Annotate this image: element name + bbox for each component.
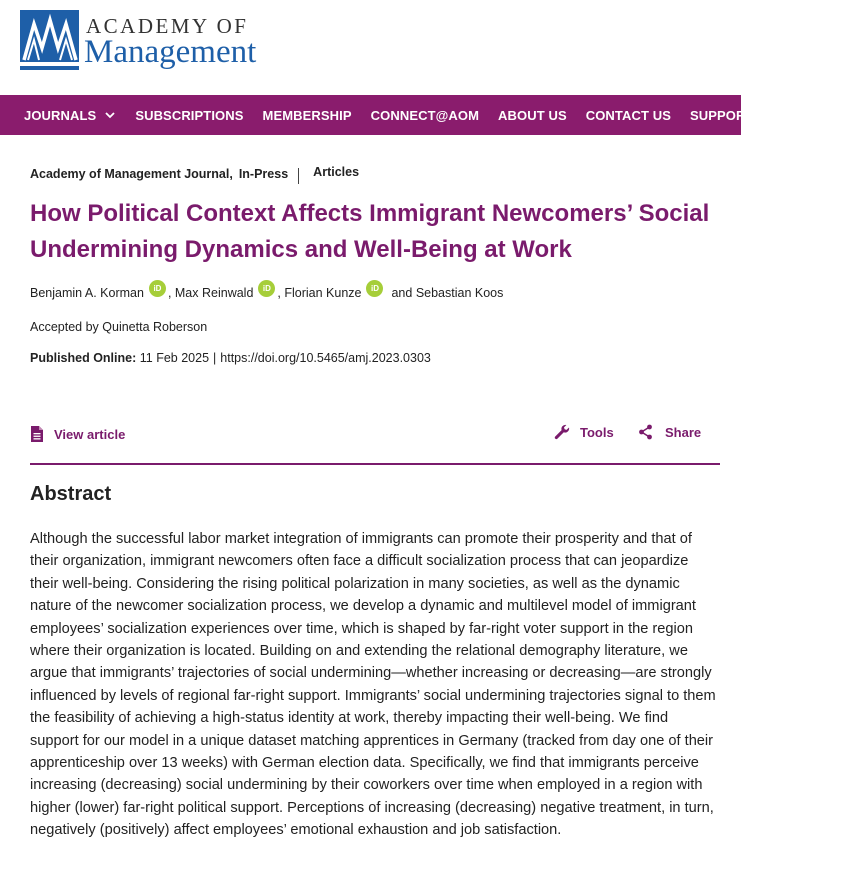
logo-text-academy: ACADEMY OF [86,14,249,38]
author-link[interactable]: and Sebastian Koos [391,285,504,300]
nav-editorial-label: EDITORIAL [772,107,843,123]
document-icon [30,426,44,442]
published-date: 11 Feb 2025 [139,351,210,365]
orcid-icon[interactable]: iD [366,280,383,297]
nav-contact-us[interactable] [586,108,671,123]
share-icon [638,424,653,440]
nav-journals[interactable] [24,108,116,123]
published-label: Published Online: [30,351,137,365]
author-link[interactable]: , Max Reinwald [167,285,254,300]
aom-logo[interactable] [20,10,265,70]
nav-journals-label: JOURNALS [24,107,97,123]
nav-connect[interactable] [371,108,479,123]
nav-about-us[interactable] [498,108,567,123]
breadcrumb [30,166,359,182]
nav-connect-label: CONNECT@AOM [370,107,480,123]
nav-membership[interactable] [263,108,352,123]
orcid-icon[interactable]: iD [149,280,166,297]
main-nav [0,95,843,135]
accepted-by: Accepted by Quinetta Roberson [30,320,208,334]
nav-editorial[interactable] [773,108,843,123]
tools-button[interactable] [554,424,614,440]
pub-divider: | [213,351,217,365]
orcid-icon[interactable]: iD [258,280,275,297]
aom-logo-mark-icon [20,10,79,70]
article-title: How Political Context Affects Immigrant Newcomers’ Social Undermining Dynamics and Well-Being at Work [30,200,710,263]
abstract-heading: Abstract [30,483,112,505]
breadcrumb-divider [298,168,299,184]
wrench-icon [554,424,570,440]
breadcrumb-section[interactable]: Articles [313,165,360,179]
view-article-button[interactable] [30,426,125,442]
publication-info [30,351,431,365]
view-article-label: View article [54,426,126,442]
section-divider [30,463,720,465]
nav-support[interactable] [690,108,754,123]
nav-membership-label: MEMBERSHIP [262,107,352,123]
author-list [30,284,503,301]
nav-subscriptions[interactable] [135,108,243,123]
nav-about-us-label: ABOUT US [498,107,567,123]
tools-label: Tools [580,424,614,440]
nav-contact-us-label: CONTACT US [585,107,671,123]
doi-link[interactable]: https://doi.org/10.5465/amj.2023.0303 [220,351,431,365]
breadcrumb-status[interactable]: In-Press [238,167,289,181]
share-button[interactable] [638,424,701,440]
nav-subscriptions-label: SUBSCRIPTIONS [135,107,244,123]
author-link[interactable]: , Florian Kunze [277,285,362,300]
logo-text-management: Management [84,34,257,70]
share-label: Share [665,424,702,440]
breadcrumb-journal[interactable]: Academy of Management Journal, [30,167,233,181]
chevron-down-icon [104,109,116,121]
author-link[interactable]: Benjamin A. Korman [30,285,144,300]
nav-support-label: SUPPORT [690,107,754,123]
abstract-text: Although the successful labor market integration of immigrants can promote their prosperity and that of their organization, immigrant newcomers often face a difficult socialization process that can jeopardize their well-being. Considering the rising political polarization in many societies, as well as the dynamic nature of the newcomer socialization process, we develop a dynamic and multilevel model of immigrant employees’ socialization experiences over time, which is shaped by far-right voter support in the region where their organization is located. Building on and extending the relational demography literature, we argue that immigrants’ trajectories of social undermining—whether increasing or decreasing—are strongly influenced by levels of regional far-right support. Immigrants’ social undermining trajectories signal to them the feasibility of achieving a high-status identity at work, thereby impacting their well-being. We find support for our model in a unique dataset matching apprentices in Germany (tracked from day one of their apprenticeship over 13 weeks) with German election data. Specifically, we find that immigrants perceive increasing (decreasing) social undermining by their coworkers over time when employed in a region with higher (lower) far-right political support. Perceptions of increasing (decreasing) negative treatment, in turn, negatively (positively) affect employees’ emotional exhaustion and job satisfaction. [30,531,716,839]
